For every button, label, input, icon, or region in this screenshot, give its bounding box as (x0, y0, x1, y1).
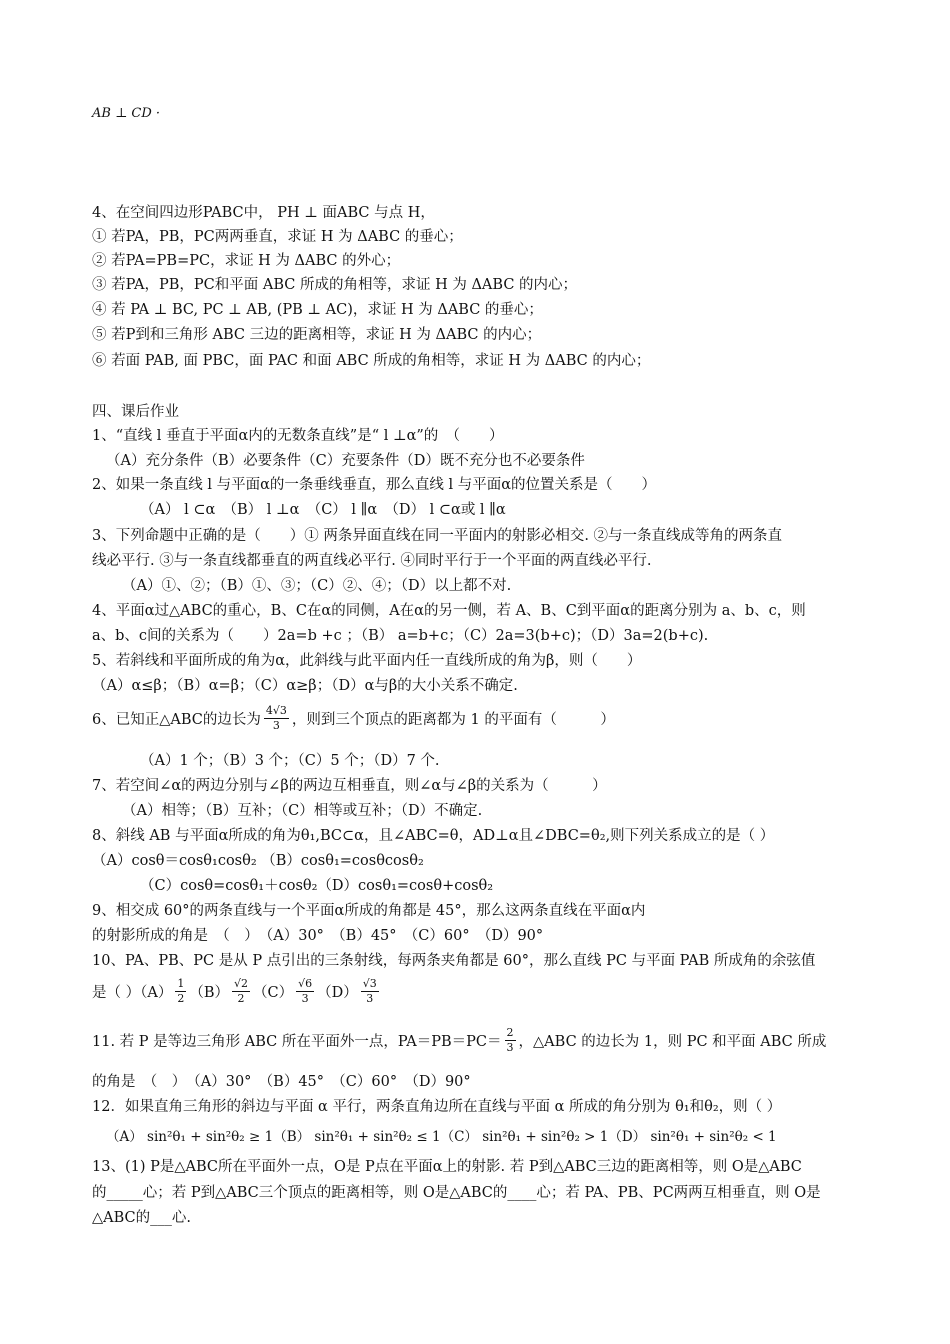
hw-q6-pre: 6、已知正△ABC的边长为 (92, 712, 261, 728)
hw-q13-line3: △ABC的___心. (92, 1210, 192, 1226)
hw-q3-options: （A）①、②；（B）①、③；（C）②、④；（D）以上都不对. (122, 578, 512, 594)
hw-q11-post: ，△ABC 的边长为 1，则 PC 和平面 ABC 所成 (518, 1034, 827, 1050)
hw-q10-frac-d: $\frac{√3}{3}$ (362, 976, 377, 1005)
hw-q8-options-1: （A）cosθ＝cosθ₁cosθ₂ （B）cosθ₁=cosθcosθ₂ (92, 853, 424, 869)
hw-q11-line2: 的角是 （ ） （A）30° （B）45° （C）60° （D）90° (92, 1074, 471, 1090)
hw-q3-line2: 线必平行. ③与一条直线都垂直的两直线必平行. ④同时平行于一个平面的两直线必平行. (92, 553, 652, 569)
hw-q6 (92, 704, 910, 736)
hw-q7-options: （A）相等；（B）互补；（C）相等或互补；（D）不确定. (122, 803, 483, 819)
hw-q4-line1: 4、平面α过△ABC的重心，B、C在α的同侧，A在α的另一侧，若 A、B、C到平面α的距离分别为 a、b、c，则 (92, 603, 806, 619)
hw-q10-line1: 10、PA、PB、PC 是从 P 点引出的三条射线，每两条夹角都是 60°，那么直线 PC 与平面 PAB 所成角的余弦值 (92, 953, 816, 969)
hw-q6-options: （A）1 个；（B）3 个；（C）5 个；（D）7 个. (140, 753, 440, 769)
hw-q13-line2: 的_____心；若 P到△ABC三个顶点的距离相等，则 O是△ABC的____心；若 PA、PB、PC两两互相垂直，则 O是 (92, 1185, 821, 1201)
hw-q10-c: （C） (253, 985, 294, 1001)
hw-q8: 8、斜线 AB 与平面α所成的角为θ₁,BC⊂α，且∠ABC=θ，AD⊥α且∠DBC=θ₂,则下列关系成立的是（ ） (92, 828, 775, 844)
hw-q11-line1 (92, 1026, 910, 1058)
hw-q10-frac-b: $\frac{√2}{2}$ (234, 976, 249, 1005)
hw-q5: 5、若斜线和平面所成的角为α，此斜线与此平面内任一直线所成的角为β，则（ ） (92, 653, 642, 669)
hw-q3-line1: 3、下列命题中正确的是（ ）① 两条异面直线在同一平面内的射影必相交. ②与一条直线成等角的两条直 (92, 528, 783, 544)
hw-q9-line1: 9、相交成 60°的两条直线与一个平面α所成的角都是 45°，那么这两条直线在平面α内 (92, 903, 646, 919)
hw-q10-pre: 是（ ）（A） (92, 985, 173, 1001)
q4-item-3: ③ 若PA，PB，PC和平面 ABC 所成的角相等，求证 H 为 ΔABC 的内心； (92, 277, 578, 293)
hw-q10-d: （D） (317, 985, 358, 1001)
q4-item-4: ④ 若 PA ⊥ BC, PC ⊥ AB, (PB ⊥ AC)，求证 H 为 ΔABC 的垂心； (92, 302, 543, 318)
hw-q12-options: （A） sin²θ₁ + sin²θ₂ ≥ 1（B） sin²θ₁ + sin²θ₂ ≤ 1（C） sin²θ₁ + sin²θ₂ > 1（D） sin²θ₁ + sin²θ₂ < 1 (106, 1129, 777, 1145)
hw-q6-post: ，则到三个顶点的距离都为 1 的平面有（ ） (291, 712, 615, 728)
hw-q9-line2: 的射影所成的角是 （ ） （A）30° （B）45° （C）60° （D）90° (92, 928, 544, 944)
hw-q2: 2、如果一条直线 l 与平面α的一条垂线垂直，那么直线 l 与平面α的位置关系是（ ） (92, 477, 657, 493)
hw-q11-fraction: $\frac{2}{3}$ (506, 1025, 514, 1054)
q4-item-5: ⑤ 若P到和三角形 ABC 三边的距离相等，求证 H 为 ΔABC 的内心； (92, 327, 542, 343)
hw-q10-b: （B） (189, 985, 229, 1001)
hw-q8-options-2: （C）cosθ=cosθ₁＋cosθ₂（D）cosθ₁=cosθ+cosθ₂ (140, 878, 494, 894)
hw-q2-options: （A） l ⊂α （B） l ⊥α （C） l ∥α （D） l ⊂α或 l ∥α (140, 502, 506, 518)
q4-stem: 4、在空间四边形PABC中， PH ⊥ 面ABC 与点 H， (92, 205, 435, 221)
q4-item-2: ② 若PA=PB=PC，求证 H 为 ΔABC 的外心； (92, 253, 401, 269)
hw-q1: 1、“直线 l 垂直于平面α内的无数条直线”是“ l ⊥α”的 （ ） (92, 428, 504, 444)
hw-q1-options: （A）充分条件（B）必要条件（C）充要条件（D）既不充分也不必要条件 (106, 453, 585, 469)
hw-q10-frac-c: $\frac{√6}{3}$ (298, 976, 313, 1005)
hw-q11-pre: 11. 若 P 是等边三角形 ABC 所在平面外一点，PA＝PB＝PC＝ (92, 1034, 502, 1050)
hw-q4-line2: a、b、c间的关系为（ ）2a=b +c ；（B） a=b+c；（C）2a=3(b+c)；（D）3a=2(b+c). (92, 628, 709, 644)
hw-q10-frac-a: $\frac{1}{2}$ (177, 976, 185, 1005)
hw-q10-line2 (92, 976, 910, 1010)
hw-q6-fraction: $\frac{4√3}{3}$ (265, 703, 287, 732)
q4-item-6: ⑥ 若面 PAB, 面 PBC，面 PAC 和面 ABC 所成的角相等，求证 H 为 ΔABC 的内心； (92, 353, 651, 369)
top-formula: AB ⊥ CD · (92, 106, 161, 121)
hw-q13-line1: 13、(1) P是△ABC所在平面外一点，O是 P点在平面α上的射影. 若 P到△ABC三边的距离相等，则 O是△ABC (92, 1159, 802, 1175)
q4-item-1: ① 若PA，PB，PC两两垂直，求证 H 为 ΔABC 的垂心； (92, 229, 463, 245)
hw-q5-options: （A）α≤β；（B）α=β；（C）α≥β；（D）α与β的大小关系不确定. (92, 678, 518, 694)
hw-q12: 12．如果直角三角形的斜边与平面 α 平行，两条直角边所在直线与平面 α 所成的角分别为 θ₁和θ₂，则（ ） (92, 1099, 782, 1115)
hw-q7: 7、若空间∠α的两边分别与∠β的两边互相垂直，则∠α与∠β的关系为（ ） (92, 778, 607, 794)
section-title: 四、课后作业 (92, 404, 179, 420)
